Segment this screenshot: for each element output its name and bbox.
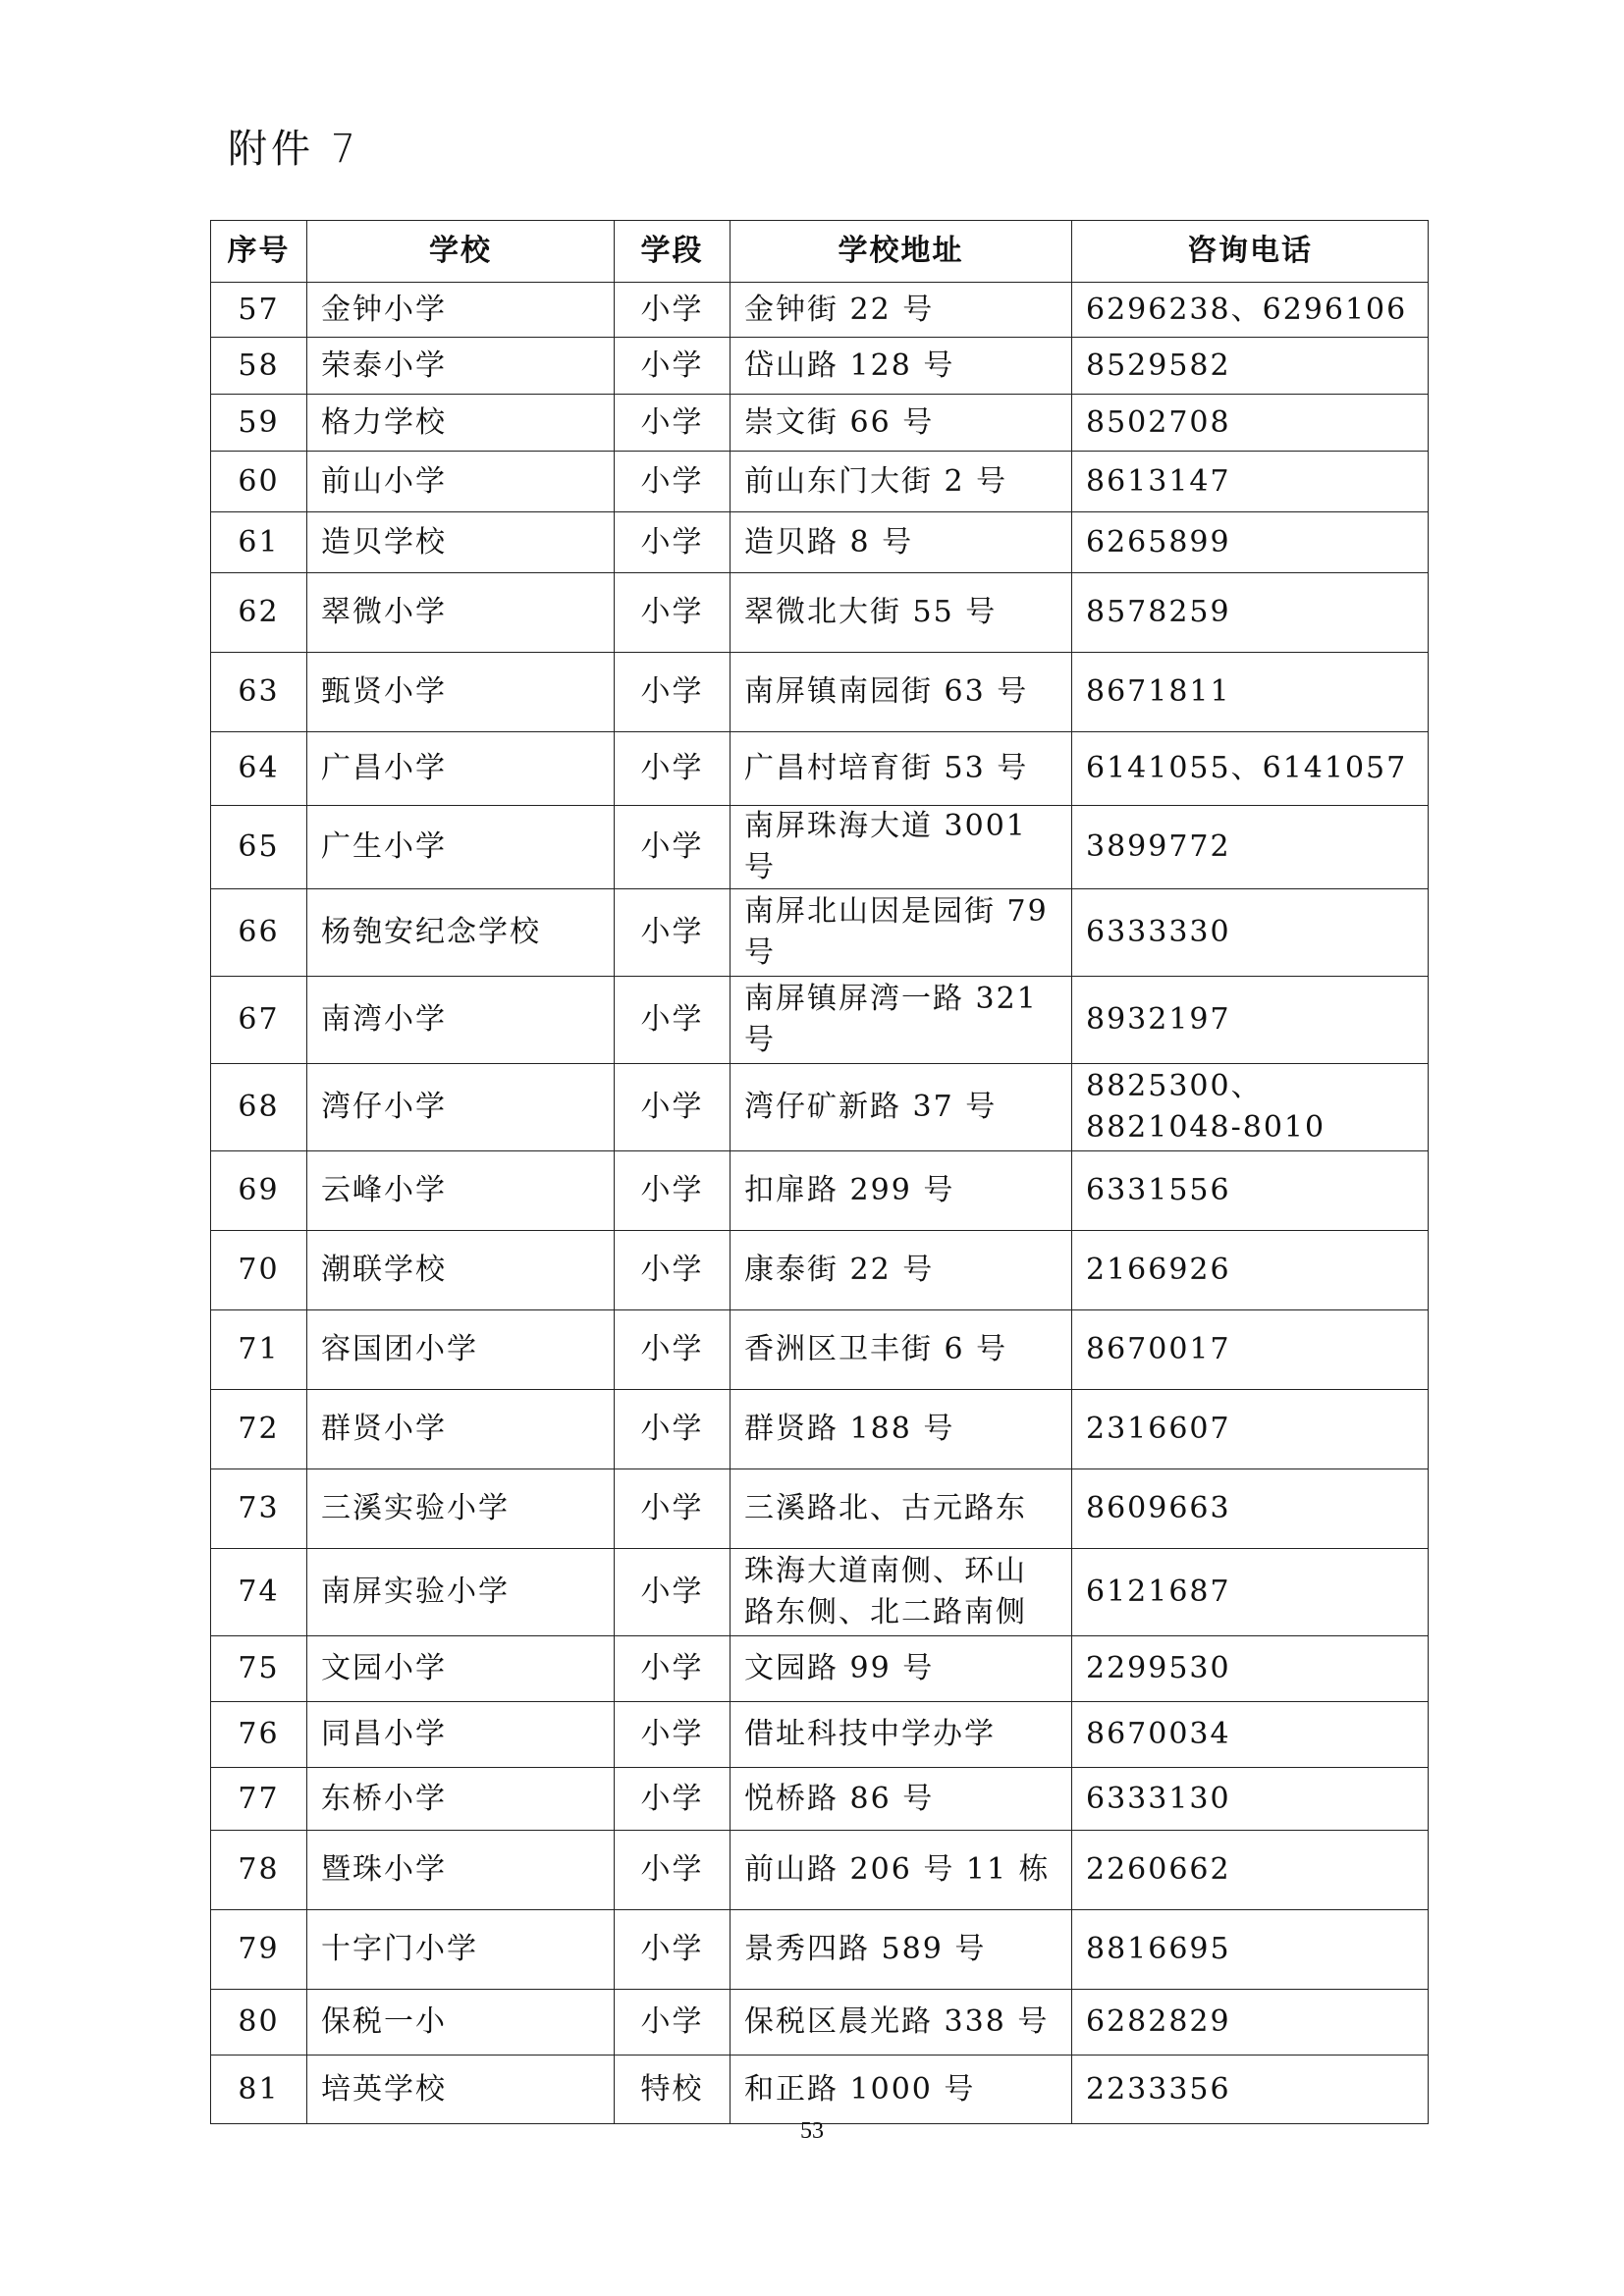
cell-stage: 小学 <box>615 1390 731 1469</box>
table-row <box>211 1231 1429 1310</box>
cell-stage: 小学 <box>615 1549 731 1636</box>
cell-phone: 8609663 <box>1072 1469 1429 1549</box>
table-row <box>211 1702 1429 1768</box>
cell-school: 暨珠小学 <box>307 1831 615 1910</box>
header-school: 学校 <box>307 221 615 283</box>
cell-address: 广昌村培育街 53 号 <box>731 732 1072 806</box>
cell-address: 南屏镇南园街 63 号 <box>731 653 1072 732</box>
cell-school: 翠微小学 <box>307 573 615 653</box>
cell-no: 63 <box>211 653 307 732</box>
cell-address: 景秀四路 589 号 <box>731 1910 1072 1990</box>
cell-address: 香洲区卫丰街 6 号 <box>731 1310 1072 1390</box>
cell-no: 66 <box>211 889 307 977</box>
table-row <box>211 1990 1429 2056</box>
table-row <box>211 512 1429 573</box>
header-address: 学校地址 <box>731 221 1072 283</box>
cell-no: 65 <box>211 806 307 889</box>
table-row <box>211 1636 1429 1702</box>
table-row <box>211 732 1429 806</box>
cell-no: 75 <box>211 1636 307 1702</box>
cell-stage: 小学 <box>615 806 731 889</box>
cell-phone: 8825300、8821048-8010 <box>1072 1064 1429 1151</box>
cell-phone: 8613147 <box>1072 452 1429 512</box>
cell-no: 79 <box>211 1910 307 1990</box>
cell-school: 荣泰小学 <box>307 338 615 395</box>
table-row <box>211 1390 1429 1469</box>
cell-no: 58 <box>211 338 307 395</box>
cell-stage: 小学 <box>615 1469 731 1549</box>
cell-address: 珠海大道南侧、环山路东侧、北二路南侧 <box>731 1549 1072 1636</box>
cell-school: 潮联学校 <box>307 1231 615 1310</box>
table-row <box>211 1151 1429 1231</box>
cell-phone: 8529582 <box>1072 338 1429 395</box>
cell-stage: 小学 <box>615 1910 731 1990</box>
header-phone: 咨询电话 <box>1072 221 1429 283</box>
cell-stage: 小学 <box>615 1231 731 1310</box>
table-row <box>211 2056 1429 2124</box>
table-row <box>211 452 1429 512</box>
cell-no: 71 <box>211 1310 307 1390</box>
cell-address: 造贝路 8 号 <box>731 512 1072 573</box>
header-stage: 学段 <box>615 221 731 283</box>
table-row <box>211 1310 1429 1390</box>
cell-phone: 6282829 <box>1072 1990 1429 2056</box>
cell-address: 翠微北大街 55 号 <box>731 573 1072 653</box>
cell-phone: 6331556 <box>1072 1151 1429 1231</box>
cell-school: 金钟小学 <box>307 283 615 338</box>
cell-phone: 6265899 <box>1072 512 1429 573</box>
cell-school: 南湾小学 <box>307 977 615 1064</box>
cell-stage: 小学 <box>615 1831 731 1910</box>
cell-address: 保税区晨光路 338 号 <box>731 1990 1072 2056</box>
table-row <box>211 573 1429 653</box>
cell-phone: 6141055、6141057 <box>1072 732 1429 806</box>
cell-stage: 小学 <box>615 283 731 338</box>
cell-address: 湾仔矿新路 37 号 <box>731 1064 1072 1151</box>
cell-phone: 8670034 <box>1072 1702 1429 1768</box>
cell-phone: 2260662 <box>1072 1831 1429 1910</box>
cell-stage: 小学 <box>615 573 731 653</box>
cell-stage: 小学 <box>615 1064 731 1151</box>
cell-school: 南屏实验小学 <box>307 1549 615 1636</box>
table-row <box>211 1064 1429 1151</box>
cell-school: 造贝学校 <box>307 512 615 573</box>
cell-stage: 小学 <box>615 732 731 806</box>
cell-stage: 小学 <box>615 1768 731 1831</box>
cell-school: 培英学校 <box>307 2056 615 2124</box>
cell-address: 悦桥路 86 号 <box>731 1768 1072 1831</box>
cell-phone: 8578259 <box>1072 573 1429 653</box>
cell-no: 78 <box>211 1831 307 1910</box>
cell-stage: 小学 <box>615 512 731 573</box>
cell-school: 东桥小学 <box>307 1768 615 1831</box>
cell-school: 群贤小学 <box>307 1390 615 1469</box>
table-row <box>211 1549 1429 1636</box>
cell-school: 杨匏安纪念学校 <box>307 889 615 977</box>
cell-no: 72 <box>211 1390 307 1469</box>
cell-no: 64 <box>211 732 307 806</box>
cell-stage: 小学 <box>615 1636 731 1702</box>
cell-address: 前山路 206 号 11 栋 <box>731 1831 1072 1910</box>
school-table <box>210 220 1429 2124</box>
cell-address: 借址科技中学办学 <box>731 1702 1072 1768</box>
cell-no: 60 <box>211 452 307 512</box>
cell-no: 61 <box>211 512 307 573</box>
cell-address: 南屏北山因是园街 79 号 <box>731 889 1072 977</box>
page-number: 53 <box>800 2118 824 2144</box>
cell-stage: 小学 <box>615 653 731 732</box>
cell-school: 格力学校 <box>307 395 615 452</box>
table-row <box>211 338 1429 395</box>
header-no: 序号 <box>211 221 307 283</box>
table-row <box>211 653 1429 732</box>
cell-no: 80 <box>211 1990 307 2056</box>
table-header-row <box>211 221 1429 283</box>
table-row <box>211 395 1429 452</box>
cell-address: 和正路 1000 号 <box>731 2056 1072 2124</box>
cell-phone: 8502708 <box>1072 395 1429 452</box>
table-row <box>211 977 1429 1064</box>
cell-stage: 小学 <box>615 338 731 395</box>
cell-phone: 8816695 <box>1072 1910 1429 1990</box>
cell-phone: 2233356 <box>1072 2056 1429 2124</box>
cell-stage: 小学 <box>615 395 731 452</box>
attachment-label: 附件 7 <box>228 127 360 172</box>
cell-school: 三溪实验小学 <box>307 1469 615 1549</box>
cell-no: 67 <box>211 977 307 1064</box>
cell-address: 岱山路 128 号 <box>731 338 1072 395</box>
cell-school: 甄贤小学 <box>307 653 615 732</box>
table-row <box>211 1831 1429 1910</box>
cell-school: 广生小学 <box>307 806 615 889</box>
cell-address: 扣扉路 299 号 <box>731 1151 1072 1231</box>
cell-no: 81 <box>211 2056 307 2124</box>
cell-phone: 2166926 <box>1072 1231 1429 1310</box>
cell-address: 金钟街 22 号 <box>731 283 1072 338</box>
cell-phone: 8932197 <box>1072 977 1429 1064</box>
cell-stage: 小学 <box>615 452 731 512</box>
cell-school: 保税一小 <box>307 1990 615 2056</box>
cell-stage: 小学 <box>615 1310 731 1390</box>
cell-phone: 3899772 <box>1072 806 1429 889</box>
cell-school: 容国团小学 <box>307 1310 615 1390</box>
cell-no: 69 <box>211 1151 307 1231</box>
cell-no: 73 <box>211 1469 307 1549</box>
cell-address: 南屏镇屏湾一路 321 号 <box>731 977 1072 1064</box>
cell-stage: 小学 <box>615 889 731 977</box>
cell-no: 57 <box>211 283 307 338</box>
table-row <box>211 1768 1429 1831</box>
cell-phone: 2316607 <box>1072 1390 1429 1469</box>
cell-no: 74 <box>211 1549 307 1636</box>
cell-phone: 6121687 <box>1072 1549 1429 1636</box>
cell-school: 湾仔小学 <box>307 1064 615 1151</box>
cell-address: 崇文街 66 号 <box>731 395 1072 452</box>
cell-address: 南屏珠海大道 3001 号 <box>731 806 1072 889</box>
cell-no: 59 <box>211 395 307 452</box>
cell-address: 康泰街 22 号 <box>731 1231 1072 1310</box>
cell-address: 三溪路北、古元路东 <box>731 1469 1072 1549</box>
table-row <box>211 283 1429 338</box>
cell-stage: 小学 <box>615 1702 731 1768</box>
table-row <box>211 806 1429 889</box>
cell-no: 62 <box>211 573 307 653</box>
cell-phone: 6333330 <box>1072 889 1429 977</box>
cell-school: 十字门小学 <box>307 1910 615 1990</box>
cell-no: 76 <box>211 1702 307 1768</box>
cell-school: 同昌小学 <box>307 1702 615 1768</box>
cell-address: 前山东门大街 2 号 <box>731 452 1072 512</box>
table-row <box>211 889 1429 977</box>
cell-stage: 小学 <box>615 1151 731 1231</box>
cell-phone: 8670017 <box>1072 1310 1429 1390</box>
cell-stage: 小学 <box>615 1990 731 2056</box>
cell-phone: 6333130 <box>1072 1768 1429 1831</box>
cell-stage: 小学 <box>615 977 731 1064</box>
cell-school: 云峰小学 <box>307 1151 615 1231</box>
cell-address: 文园路 99 号 <box>731 1636 1072 1702</box>
cell-stage: 特校 <box>615 2056 731 2124</box>
cell-school: 前山小学 <box>307 452 615 512</box>
table-row <box>211 1910 1429 1990</box>
cell-phone: 8671811 <box>1072 653 1429 732</box>
cell-school: 文园小学 <box>307 1636 615 1702</box>
cell-school: 广昌小学 <box>307 732 615 806</box>
cell-phone: 6296238、6296106 <box>1072 283 1429 338</box>
cell-no: 77 <box>211 1768 307 1831</box>
cell-address: 群贤路 188 号 <box>731 1390 1072 1469</box>
table-row <box>211 1469 1429 1549</box>
cell-phone: 2299530 <box>1072 1636 1429 1702</box>
cell-no: 70 <box>211 1231 307 1310</box>
cell-no: 68 <box>211 1064 307 1151</box>
